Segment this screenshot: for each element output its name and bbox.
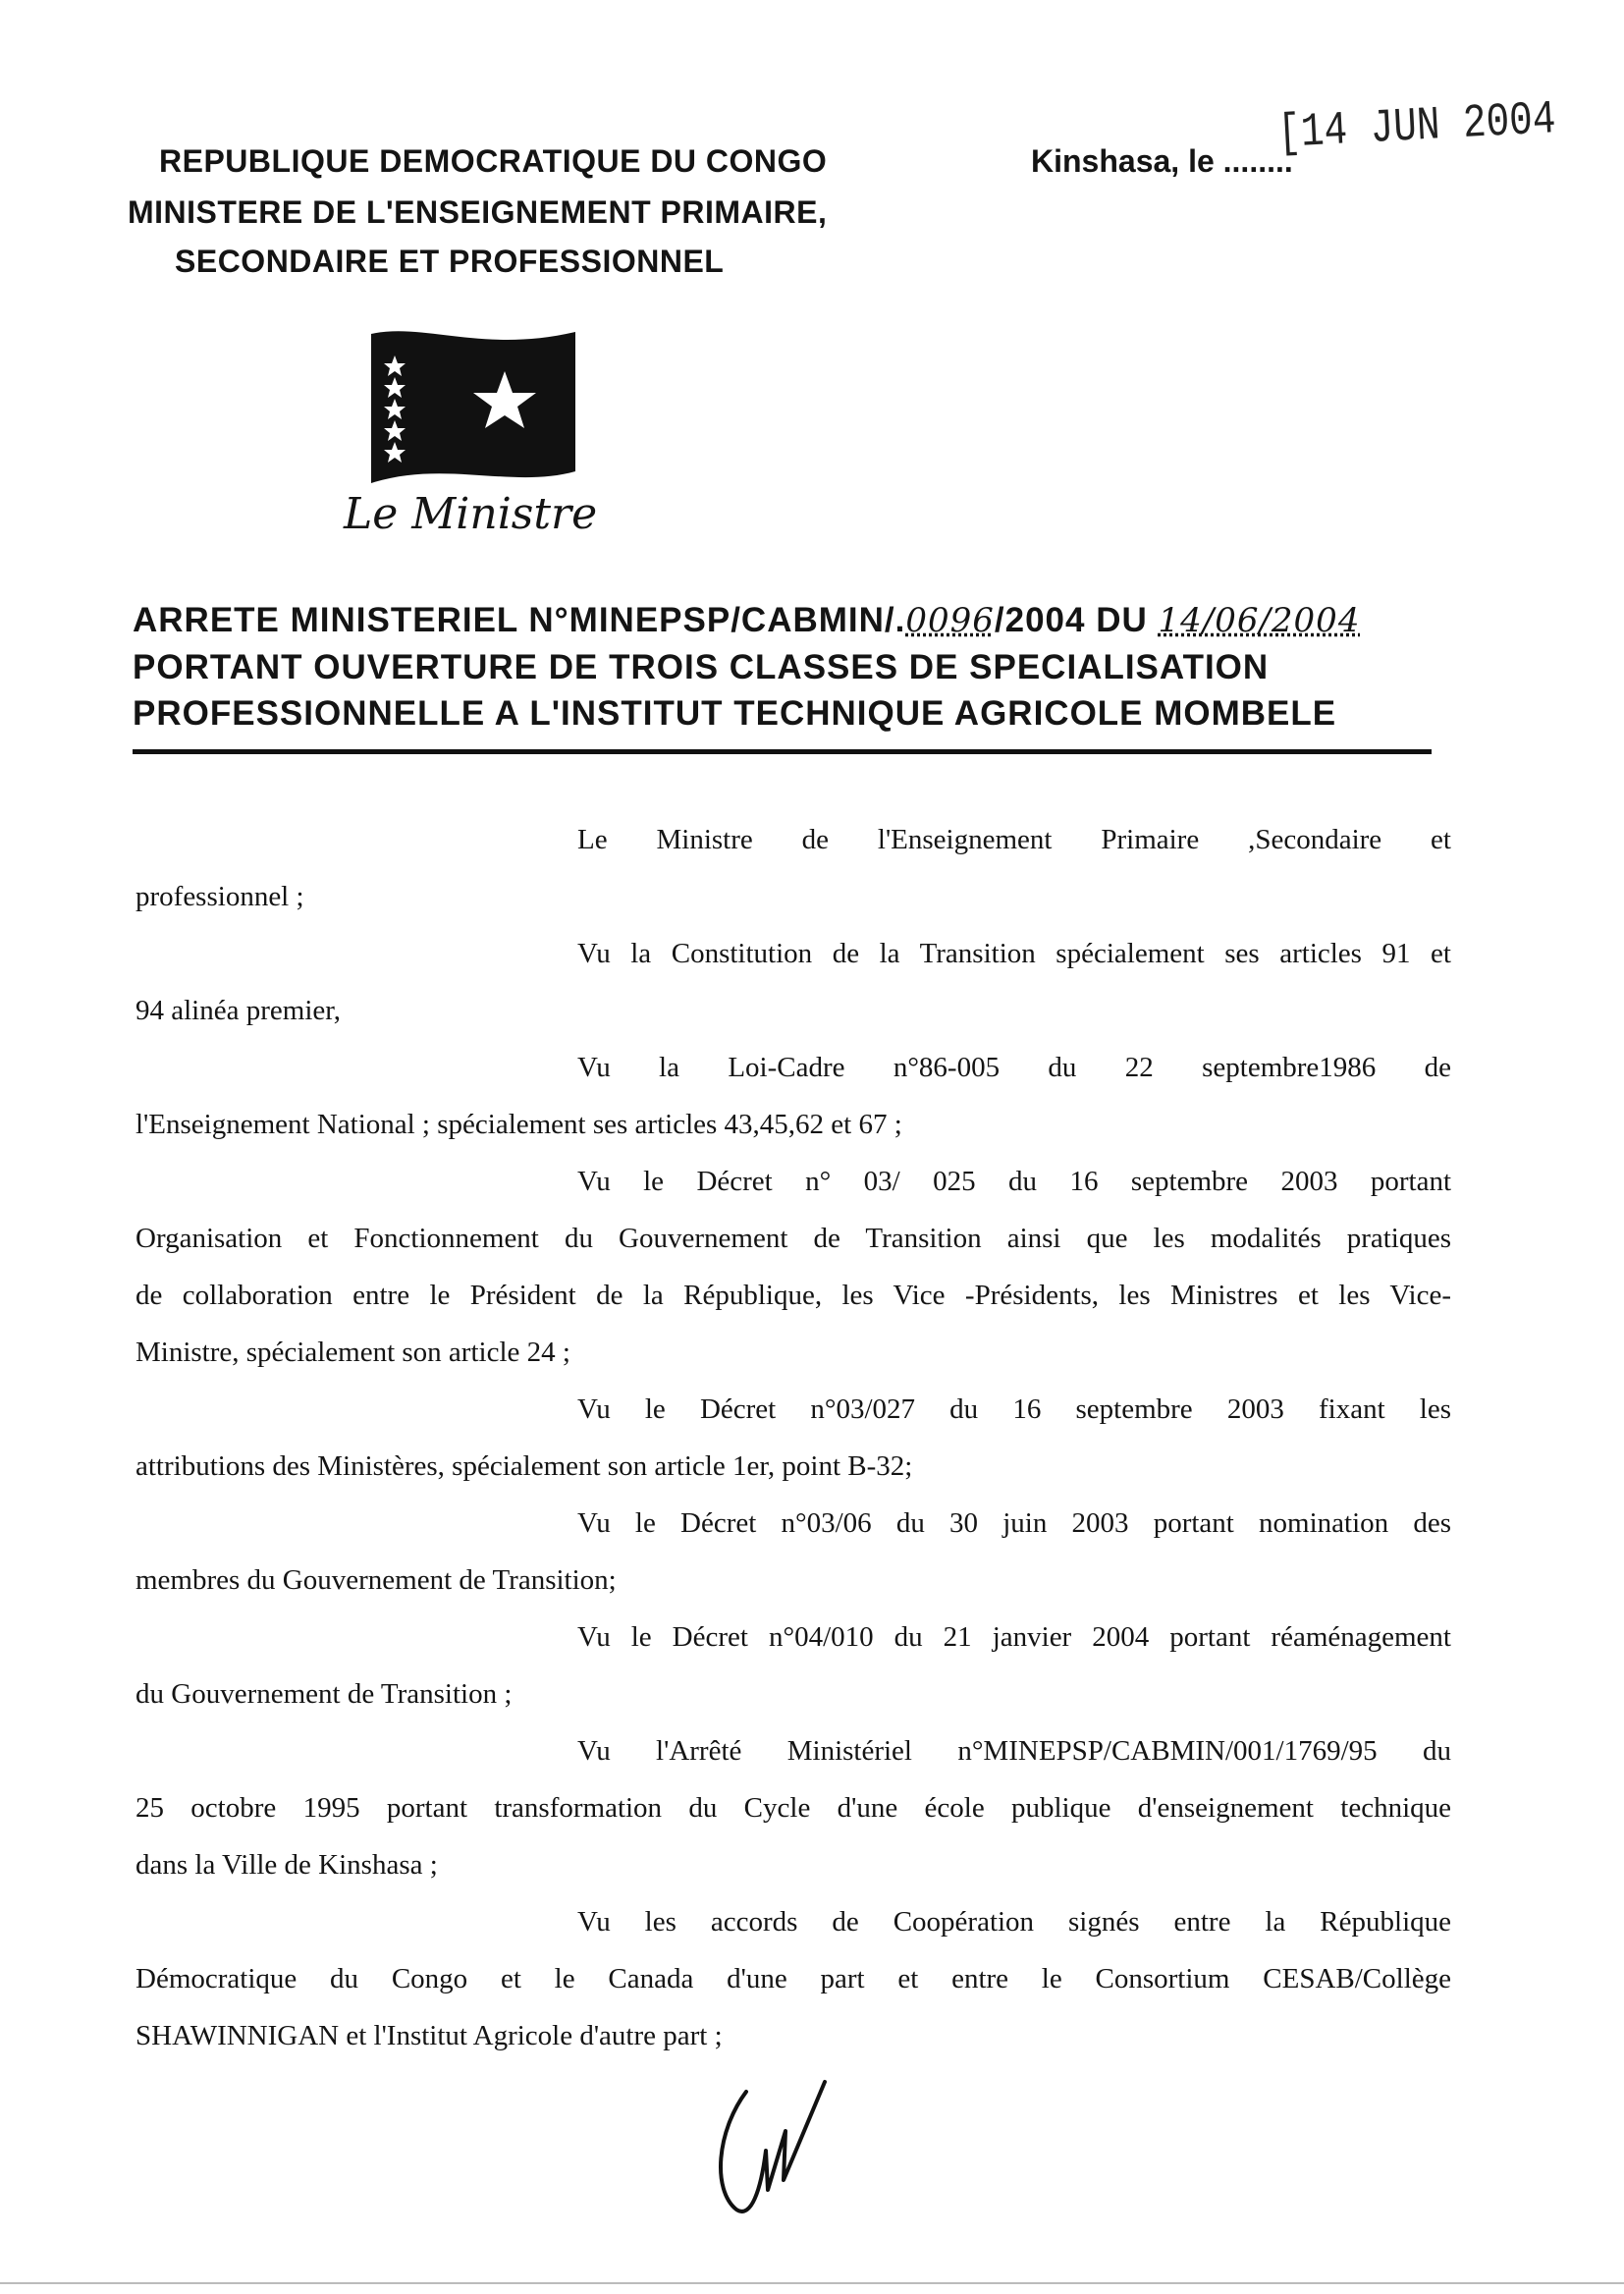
paragraph-line: Vu l'Arrêté Ministériel n°MINEPSP/CABMIN/001/1769/95 du <box>577 1735 1451 1767</box>
preamble-paragraph <box>135 1153 1451 1381</box>
paragraph-line: 25 octobre 1995 portant transformation du Cycle d'une école publique d'enseignement technique <box>135 1792 1451 1824</box>
decree-number-prefix: ARRETE MINISTERIEL N°MINEPSP/CABMIN/. <box>133 601 906 639</box>
ministry-name-cont: SECONDAIRE ET PROFESSIONNEL <box>175 244 725 279</box>
preamble-paragraph <box>135 925 1451 1039</box>
preamble-paragraph <box>135 1039 1451 1153</box>
paragraph-line: attributions des Ministères, spécialement son article 1er, point B-32; <box>135 1450 913 1482</box>
paragraph-line: Vu le Décret n°03/06 du 30 juin 2003 portant nomination des <box>577 1507 1451 1539</box>
flag-icon <box>365 324 581 491</box>
paragraph-line: Vu le Décret n°03/027 du 16 septembre 2003 fixant les <box>577 1393 1451 1425</box>
paragraph-line: membres du Gouvernement de Transition; <box>135 1564 617 1596</box>
paragraph-line: Ministre, spécialement son article 24 ; <box>135 1337 570 1368</box>
paragraph-line: Vu le Décret n° 03/ 025 du 16 septembre 2003 portant <box>577 1166 1451 1197</box>
ministry-name: MINISTERE DE L'ENSEIGNEMENT PRIMAIRE, <box>128 194 828 230</box>
preamble-paragraph <box>135 1893 1451 2064</box>
preamble-paragraph <box>135 1495 1451 1609</box>
paragraph-line: l'Enseignement National ; spécialement ses articles 43,45,62 et 67 ; <box>135 1109 902 1140</box>
paragraph-line: Démocratique du Congo et le Canada d'une part et entre le Consortium CESAB/Collège <box>135 1963 1451 1994</box>
country-name: REPUBLIQUE DEMOCRATIQUE DU CONGO <box>159 143 828 179</box>
preamble-paragraph <box>135 1609 1451 1722</box>
paragraph-line: Vu la Constitution de la Transition spécialement ses articles 91 et <box>577 938 1451 969</box>
decree-number-mid: /2004 DU <box>994 601 1159 639</box>
paragraph-line: 94 alinéa premier, <box>135 995 341 1026</box>
paragraph-line: du Gouvernement de Transition ; <box>135 1678 513 1710</box>
paragraph-line: Vu le Décret n°04/010 du 21 janvier 2004 portant réaménagement <box>577 1621 1451 1653</box>
paragraph-line: professionnel ; <box>135 881 304 912</box>
signature-initials <box>707 2072 835 2219</box>
paragraph-line: Vu la Loi-Cadre n°86-005 du 22 septembre1986 de <box>577 1052 1451 1083</box>
signatory-title: Le Ministre <box>344 489 598 539</box>
paragraph-line: Le Ministre de l'Enseignement Primaire ,Secondaire et <box>577 824 1451 855</box>
paragraph-line: SHAWINNIGAN et l'Institut Agricole d'autre part ; <box>135 2020 723 2051</box>
decree-title-line1 <box>133 601 1360 640</box>
paragraph-line: Organisation et Fonctionnement du Gouvernement de Transition ainsi que les modalités pratiques <box>135 1223 1451 1254</box>
decree-number-handwritten: 0096 <box>905 601 995 640</box>
preamble-paragraph <box>135 1722 1451 1893</box>
paragraph-line: Vu les accords de Coopération signés entre la République <box>577 1906 1451 1938</box>
decree-date-handwritten: 14/06/2004 <box>1158 601 1361 640</box>
date-stamp: [14 JUN 2004 <box>1276 93 1557 161</box>
page-bottom-edge <box>0 2282 1624 2284</box>
paragraph-line: dans la Ville de Kinshasa ; <box>135 1849 438 1881</box>
preamble-paragraph <box>135 1381 1451 1495</box>
place-date-label: Kinshasa, le ........ <box>1031 143 1293 179</box>
paragraph-line: de collaboration entre le Président de la République, les Vice -Présidents, les Ministres et les Vice- <box>135 1280 1451 1311</box>
decree-title-line3: PROFESSIONNELLE A L'INSTITUT TECHNIQUE AGRICOLE MOMBELE <box>133 694 1337 733</box>
preamble-paragraph <box>135 811 1451 925</box>
decree-title-line2: PORTANT OUVERTURE DE TROIS CLASSES DE SPECIALISATION <box>133 648 1270 686</box>
title-divider <box>133 749 1432 754</box>
